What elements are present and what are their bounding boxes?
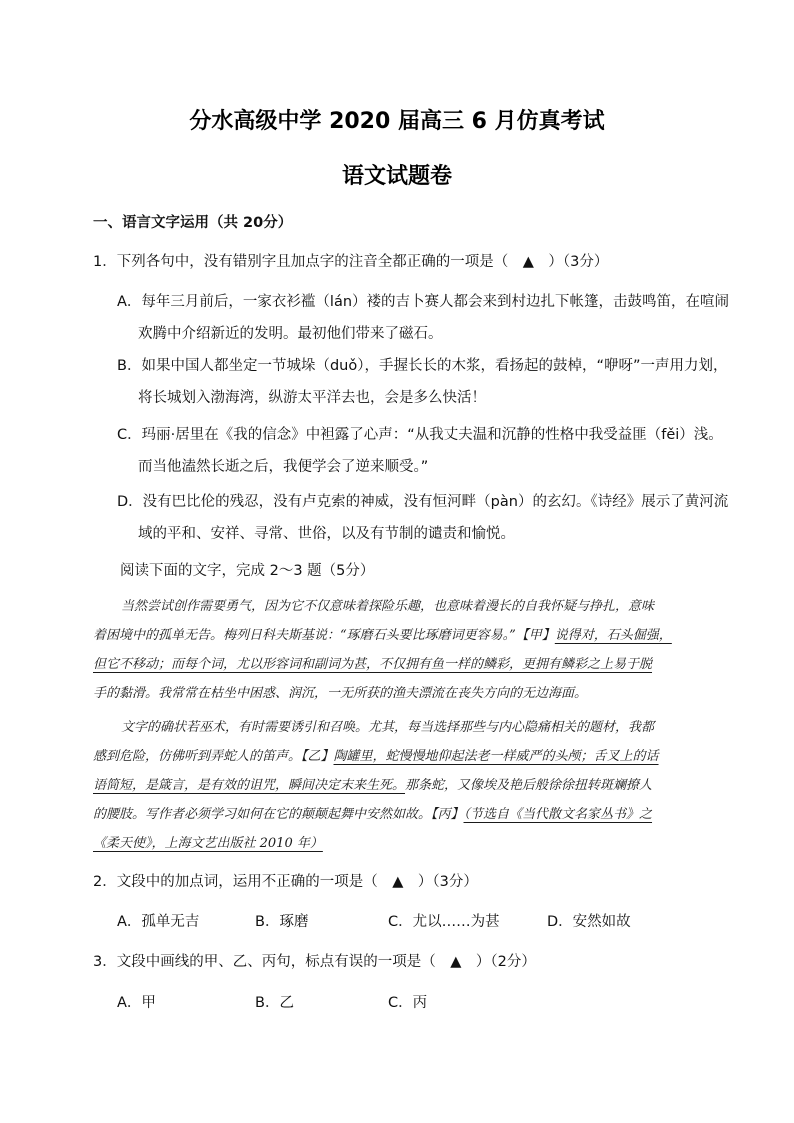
section-heading: 一、语言文字运用（共 20分） [93, 215, 293, 231]
option-line: 而当他溘然长逝之后，我便学会了逆来顺受。” [138, 459, 429, 475]
exam-title: 分水高级中学 2020 届高三 6 月仿真考试 [189, 109, 605, 134]
passage-line: 但它不移动；而每个词，尤以形容词和副词为甚，不仅拥有鱼一样的鳞彩，更拥有鳞彩之上易于脱 [93, 657, 653, 672]
underlined-sentence-yi: 陶罐里，蛇慢慢地仰起法老一样威严的头颅；舌叉上的话 [333, 749, 659, 764]
underlined-sentence-yi-cont: 语简短，是箴言，是有效的诅咒，瞬间决定末来生死。 [93, 778, 406, 793]
question-2-choice-a: A．孤单无吉 [117, 914, 200, 930]
passage-text: 那条蛇，又像埃及艳后般徐徐扭转斑斓撩人 [405, 778, 653, 793]
question-3-stem: 3．文段中画线的甲、乙、丙句，标点有误的一项是（ ▲ ）（2分） [93, 954, 536, 970]
passage-text: 的腰肢。写作者必须学习如何在它的颠颠起舞中安然如故。【丙】 [93, 807, 464, 822]
reading-passage-paragraph-2 [93, 713, 705, 858]
question-2-choice-b: B．琢磨 [255, 914, 309, 930]
option-line: 域的平和、安祥、寻常、世俗，以及有节制的谴责和愉悦。 [138, 526, 515, 542]
option-line: A．每年三月前后，一家衣衫褴（lán）褛的吉卜赛人都会来到村边扎下帐篷，击鼓鸣笛，在喧闹 [117, 294, 730, 310]
passage-line: 当然尝试创作需要勇气，因为它不仅意味着探险乐趣，也意味着漫长的自我怀疑与挣扎，意味 [121, 599, 655, 614]
question-3-choice-b: B．乙 [255, 995, 294, 1011]
option-line: C．玛丽·居里在《我的信念》中袒露了心声：“从我丈夫温和沉静的性格中我受益匪（fěi）浅。 [117, 427, 723, 443]
reading-passage-paragraph-1 [93, 592, 705, 708]
question-1-option-b [117, 350, 728, 414]
passage-line [93, 621, 705, 650]
exam-subtitle: 语文试题卷 [341, 164, 452, 189]
question-2-choice-d: D．安然如故 [547, 914, 631, 930]
option-line: 欢腾中介绍新近的发明。最初他们带来了磁石。 [138, 326, 443, 342]
underlined-sentence-jia: 说得对，石头倔强， [554, 628, 672, 643]
question-3-choice-a: A．甲 [117, 995, 156, 1011]
question-2-stem: 2．文段中的加点词，运用不正确的一项是（ ▲ ）（3分） [93, 874, 478, 890]
passage-line: 手的黏滑。我常常在枯坐中困惑、润沉，一无所获的渔夫漂流在丧失方向的无边海面。 [93, 686, 588, 701]
question-1-option-a [117, 286, 730, 350]
passage-line: 文字的确状若巫术，有时需要诱引和召唤。尤其，每当选择那些与内心隐痛相关的题材，我都 [121, 720, 655, 735]
passage-text: 着困境中的孤单无告。梅列日科夫斯基说：“琢磨石头要比琢磨词更容易。”【甲】 [93, 628, 555, 643]
question-1-stem: 1．下列各句中，没有错别字且加点字的注音全都正确的一项是（ ▲ ）（3分） [93, 254, 609, 270]
option-line: 将长城划入渤海湾，纵游太平洋去也，会是多么快活！ [138, 390, 486, 406]
reading-instruction: 阅读下面的文字，完成 2～3 题（5分） [120, 563, 375, 579]
source-citation: （节选自《当代散文名家丛书》之 [463, 807, 653, 822]
question-1-option-c [117, 419, 723, 483]
passage-text: 感到危险，仿佛听到弄蛇人的笛声。【乙】 [93, 749, 334, 764]
passage-line [93, 800, 705, 829]
passage-line [93, 829, 705, 858]
passage-line [93, 742, 705, 771]
question-3-choice-c: C．丙 [388, 995, 428, 1011]
option-line: B．如果中国人都坐定一节城垛（duǒ），手握长长的木浆，看扬起的鼓棹，“咿呀”一声用力划， [117, 358, 728, 374]
passage-line [93, 771, 705, 800]
question-2-choice-c: C．尤以……为甚 [388, 914, 500, 930]
question-1-option-d [117, 486, 729, 550]
source-citation-cont: 《柔天使》，上海文艺出版社 2010 年） [93, 836, 323, 851]
option-line: D．没有巴比伦的残忍，没有卢克索的神威，没有恒河畔（pàn）的玄幻。《诗经》展示了黄河流 [117, 494, 729, 510]
